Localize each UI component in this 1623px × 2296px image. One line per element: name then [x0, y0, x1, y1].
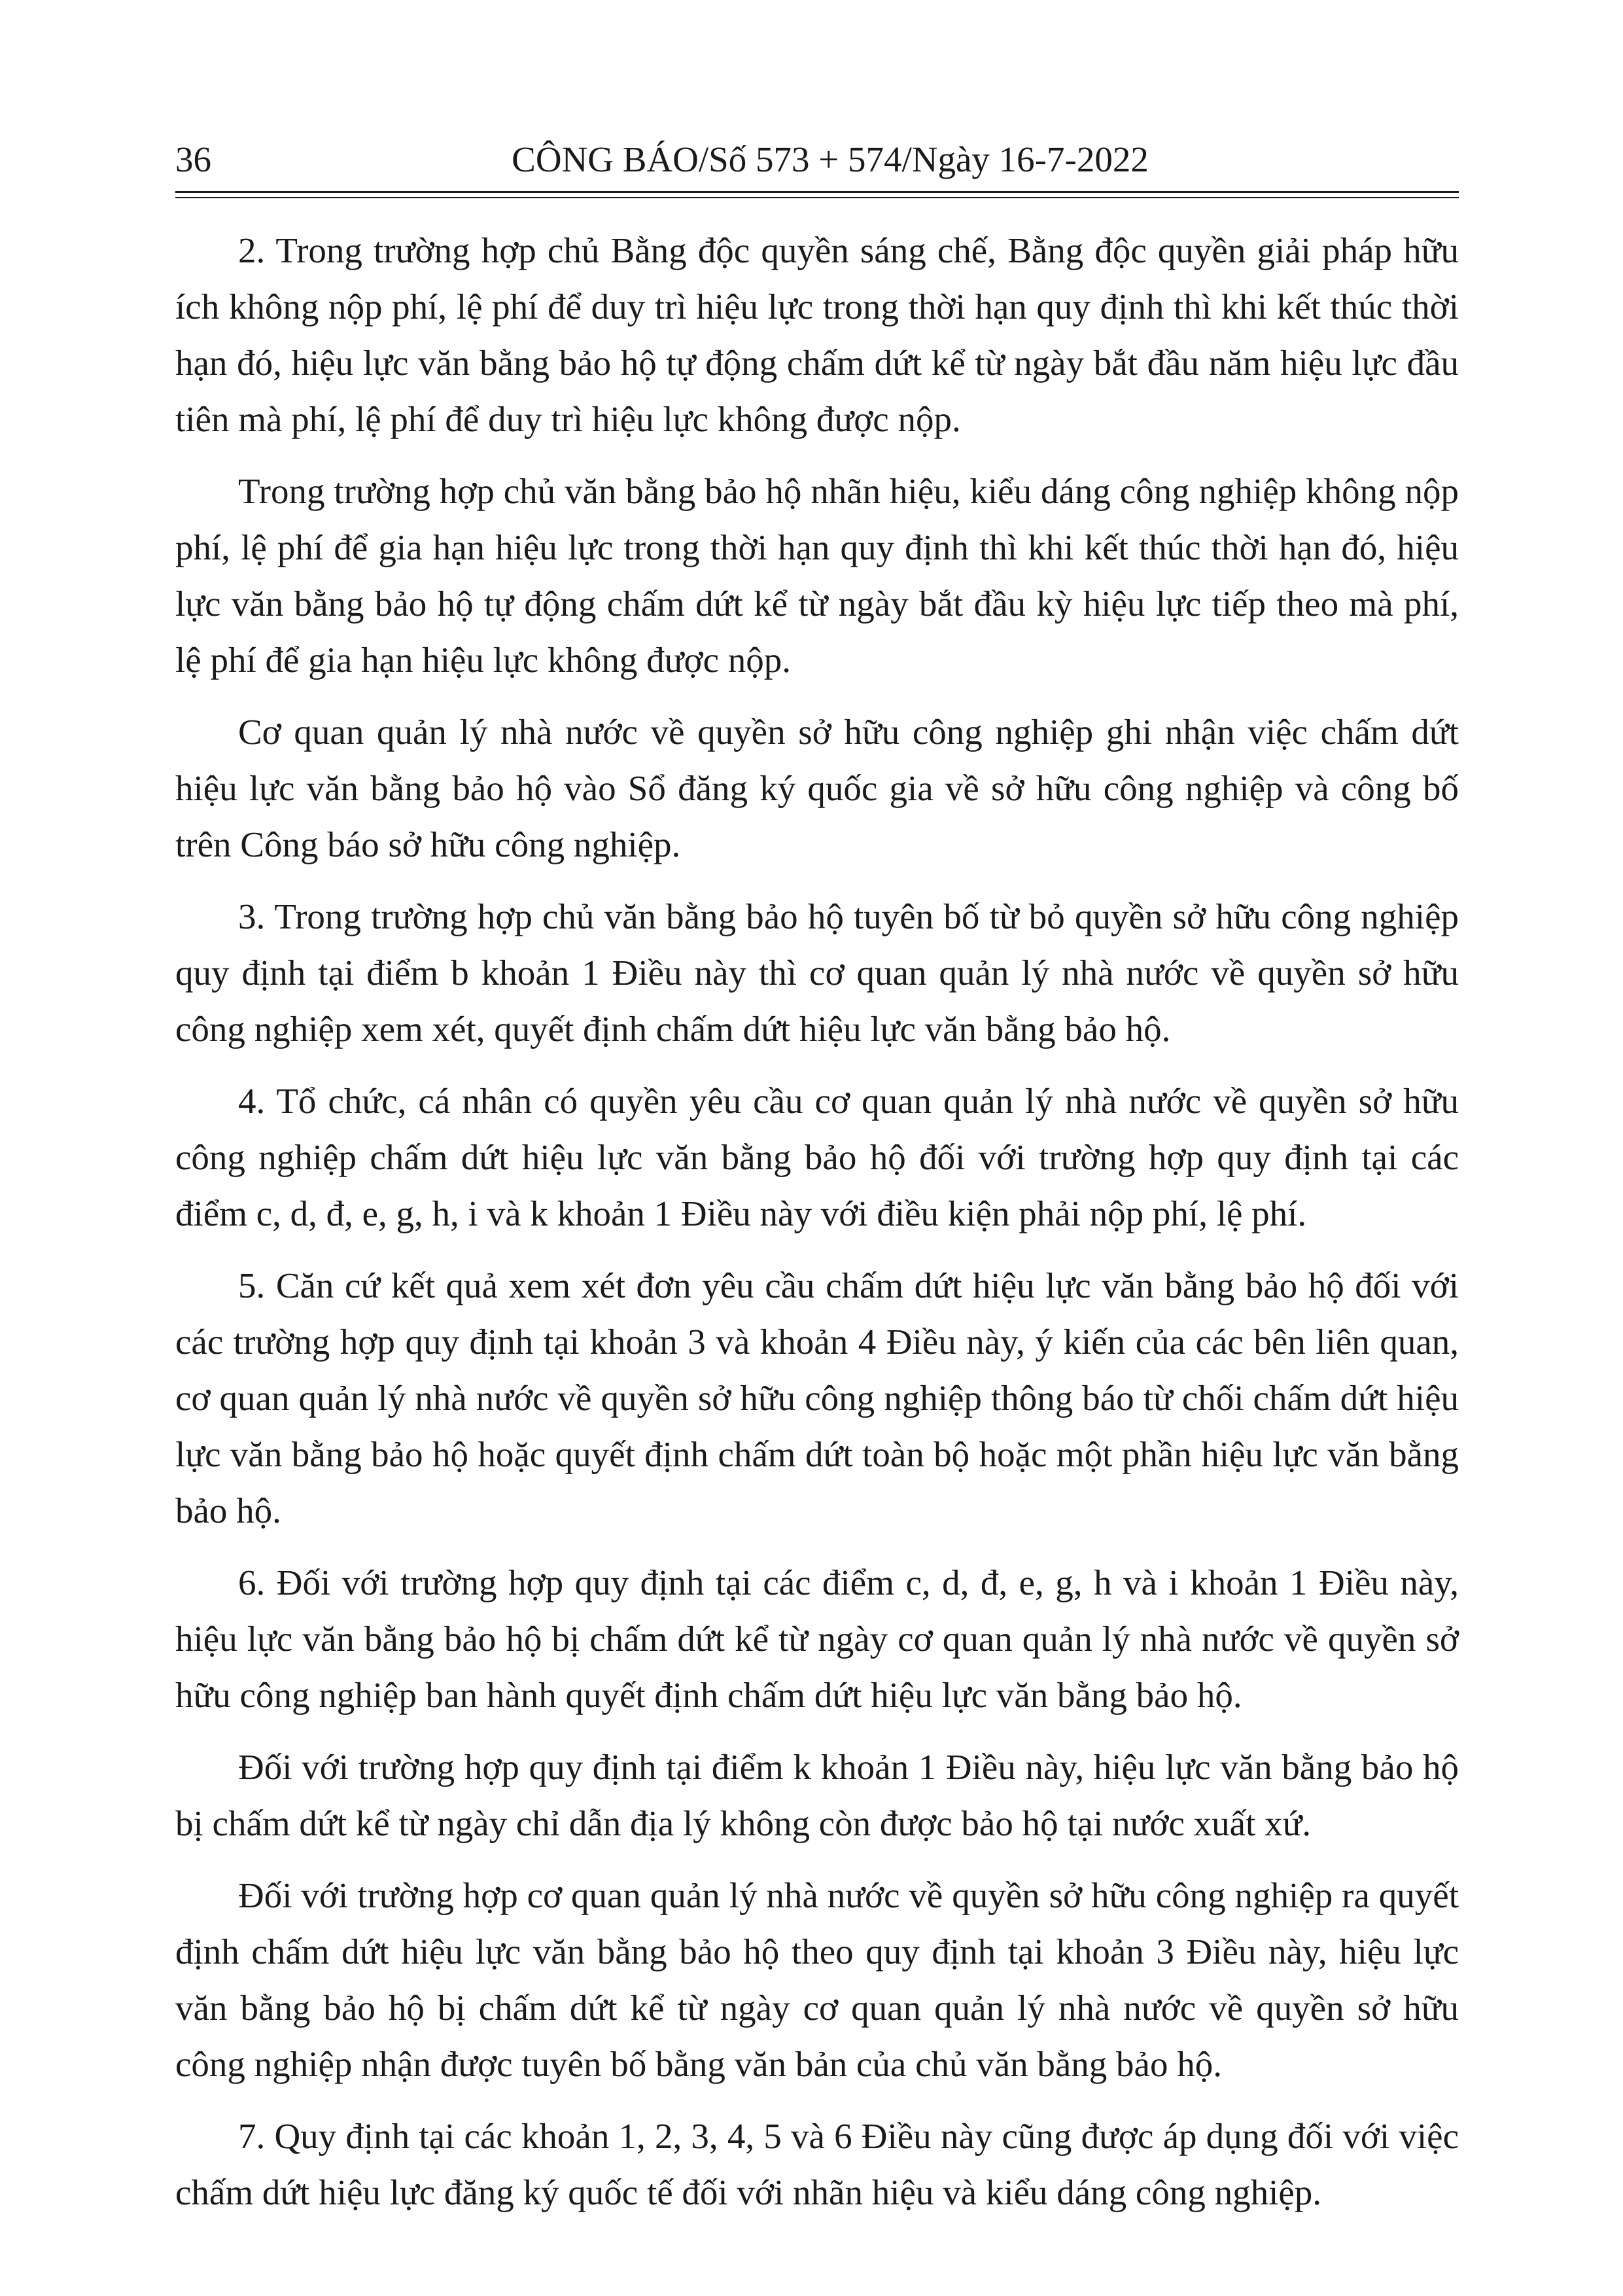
paragraph-clause-6-geo-indication: Đối với trường hợp quy định tại điểm k khoản 1 Điều này, hiệu lực văn bằng bảo hộ bị chấm dứt kể từ ngày chỉ dẫn địa lý không còn được bảo hộ tại nước xuất xứ. — [175, 1747, 1459, 1843]
paragraph-clause-6-waiver: Đối với trường hợp cơ quan quản lý nhà nước về quyền sở hữu công nghiệp ra quyết định chấm dứt hiệu lực văn bằng bảo hộ theo quy định tại khoản 3 Điều này, hiệu lực văn bằng bảo hộ bị chấm dứt kể từ ngày cơ quan quản lý nhà nước về quyền sở hữu công nghiệp nhận được tuyên bố bằng văn bản của chủ văn bằng bảo hộ. — [175, 1875, 1459, 2084]
gazette-title: CÔNG BÁO/Số 573 + 574/Ngày 16-7-2022 — [512, 139, 1149, 179]
paragraph-clause-2: 2. Trong trường hợp chủ Bằng độc quyền sáng chế, Bằng độc quyền giải pháp hữu ích không nộp phí, lệ phí để duy trì hiệu lực trong thời hạn quy định thì khi kết thúc thời hạn đó, hiệu lực văn bằng bảo hộ tự động chấm dứt kể từ ngày bắt đầu năm hiệu lực đầu tiên mà phí, lệ phí để duy trì hiệu lực không được nộp. — [175, 230, 1459, 439]
document-body — [175, 222, 1459, 2236]
paragraph-clause-3: 3. Trong trường hợp chủ văn bằng bảo hộ tuyên bố từ bỏ quyền sở hữu công nghiệp quy định tại điểm b khoản 1 Điều này thì cơ quan quản lý nhà nước về quyền sở hữu công nghiệp xem xét, quyết định chấm dứt hiệu lực văn bằng bảo hộ. — [175, 896, 1459, 1049]
page-header — [175, 136, 1459, 183]
paragraph-clause-4: 4. Tổ chức, cá nhân có quyền yêu cầu cơ quan quản lý nhà nước về quyền sở hữu công nghiệp chấm dứt hiệu lực văn bằng bảo hộ đối với trường hợp quy định tại các điểm c, d, đ, e, g, h, i và k khoản 1 Điều này với điều kiện phải nộp phí, lệ phí. — [175, 1081, 1459, 1233]
header-divider-thick — [175, 191, 1459, 193]
paragraph-clause-5: 5. Căn cứ kết quả xem xét đơn yêu cầu chấm dứt hiệu lực văn bằng bảo hộ đối với các trường hợp quy định tại khoản 3 và khoản 4 Điều này, ý kiến của các bên liên quan, cơ quan quản lý nhà nước về quyền sở hữu công nghiệp thông báo từ chối chấm dứt hiệu lực văn bằng bảo hộ hoặc quyết định chấm dứt toàn bộ hoặc một phần hiệu lực văn bằng bảo hộ. — [175, 1265, 1459, 1530]
paragraph-clause-2-registry: Cơ quan quản lý nhà nước về quyền sở hữu công nghiệp ghi nhận việc chấm dứt hiệu lực văn bằng bảo hộ vào Sổ đăng ký quốc gia về sở hữu công nghiệp và công bố trên Công báo sở hữu công nghiệp. — [175, 712, 1459, 864]
paragraph-clause-6: 6. Đối với trường hợp quy định tại các điểm c, d, đ, e, g, h và i khoản 1 Điều này, hiệu lực văn bằng bảo hộ bị chấm dứt kể từ ngày cơ quan quản lý nhà nước về quyền sở hữu công nghiệp ban hành quyết định chấm dứt hiệu lực văn bằng bảo hộ. — [175, 1563, 1459, 1715]
header-divider-thin — [175, 197, 1459, 198]
paragraph-clause-2-trademark: Trong trường hợp chủ văn bằng bảo hộ nhãn hiệu, kiểu dáng công nghiệp không nộp phí, lệ phí để gia hạn hiệu lực trong thời hạn quy định thì khi kết thúc thời hạn đó, hiệu lực văn bằng bảo hộ tự động chấm dứt kể từ ngày bắt đầu kỳ hiệu lực tiếp theo mà phí, lệ phí để gia hạn hiệu lực không được nộp. — [175, 471, 1459, 680]
header-divider — [175, 191, 1459, 202]
paragraph-clause-7: 7. Quy định tại các khoản 1, 2, 3, 4, 5 và 6 Điều này cũng được áp dụng đối với việc chấm dứt hiệu lực đăng ký quốc tế đối với nhãn hiệu và kiểu dáng công nghiệp. — [175, 2116, 1459, 2212]
page-number: 36 — [175, 139, 211, 179]
